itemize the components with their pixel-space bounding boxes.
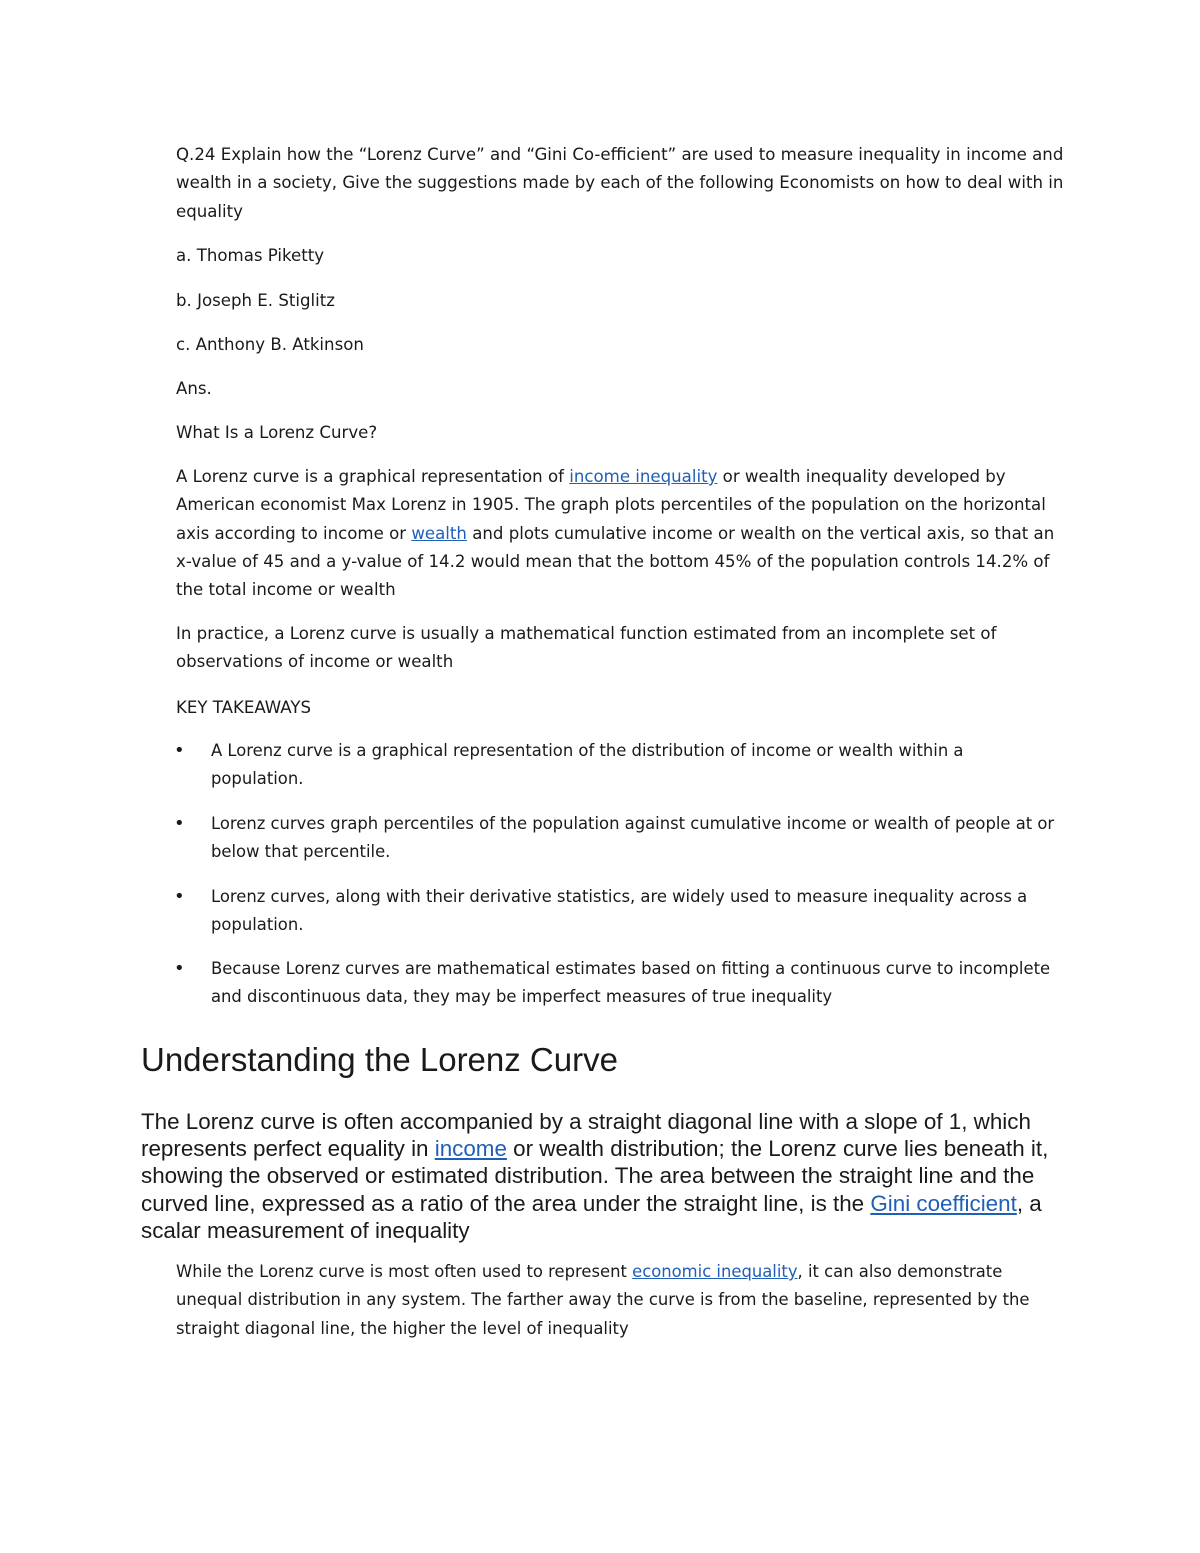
bullet-icon: • [174,813,185,834]
option-b: b. Joseph E. Stiglitz [176,291,335,310]
option-c: c. Anthony B. Atkinson [176,335,364,354]
para3-text-3: , a scalar measurement of inequality [141,1190,1042,1243]
para3-text-1: The Lorenz curve is often accompanied by a straight diagonal line with a slope of 1, which represents perfect equality in [141,1109,1031,1162]
what-is-heading: What Is a Lorenz Curve? [176,423,378,442]
lorenz-definition-paragraph [176,463,1066,604]
inequality-paragraph [176,1258,1056,1343]
para1-text-1: A Lorenz curve is a graphical representation of [176,467,570,486]
para3-text-2: or wealth distribution; the Lorenz curve lies beneath it, showing the observed or estimated distribution. The area between the straight line and the curved line, expressed as a ratio of the area under the straight line, is the [141,1136,1049,1216]
understanding-heading: Understanding the Lorenz Curve [141,1041,618,1078]
takeaway-item: Because Lorenz curves are mathematical estimates based on fitting a continuous curve to incomplete and discontinuous data, they may be imperfect measures of true inequality [211,959,1051,1007]
wealth-link[interactable]: wealth [411,523,467,543]
gini-coefficient-link[interactable]: Gini coefficient [870,1190,1017,1216]
para1-text-2: or wealth inequality developed by American economist Max Lorenz in 1905. The graph plots percentiles of the population on the horizontal axis according to income or [176,467,1046,543]
answer-label: Ans. [176,379,212,398]
para4-text-2: , it can also demonstrate unequal distribution in any system. The farther away the curve is from the baseline, represented by the straight diagonal line, the higher the level of inequality [176,1262,1030,1338]
option-a: a. Thomas Piketty [176,246,325,265]
takeaway-item: Lorenz curves, along with their derivative statistics, are widely used to measure inequality across a population. [211,887,1028,935]
economic-inequality-link[interactable]: economic inequality [632,1262,798,1281]
takeaway-item: Lorenz curves graph percentiles of the population against cumulative income or wealth of people at or below that percentile. [211,814,1055,862]
takeaway-item: A Lorenz curve is a graphical representation of the distribution of income or wealth within a population. [211,741,964,789]
practice-paragraph: In practice, a Lorenz curve is usually a mathematical function estimated from an incomplete set of observations of income or wealth [176,624,997,672]
bullet-icon: • [174,886,185,907]
para4-text-1: While the Lorenz curve is most often used to represent [176,1262,633,1281]
income-link[interactable]: income [434,1136,507,1162]
key-takeaways-label: KEY TAKEAWAYS [176,698,312,717]
understanding-paragraph [141,1108,1071,1244]
para1-text-3: and plots cumulative income or wealth on the vertical axis, so that an x-value of 45 and a y-value of 14.2 would mean that the bottom 45% of the population controls 14.2% of the total income or wealth [176,523,1055,600]
bullet-icon: • [174,958,185,979]
question-prompt: Q.24 Explain how the “Lorenz Curve” and “Gini Co-efficient” are used to measure inequality in income and wealth in a society, Give the suggestions made by each of the following Economists on how to deal with in equality [176,145,1064,221]
bullet-icon: • [174,740,185,761]
income-inequality-link[interactable]: income inequality [569,467,718,486]
